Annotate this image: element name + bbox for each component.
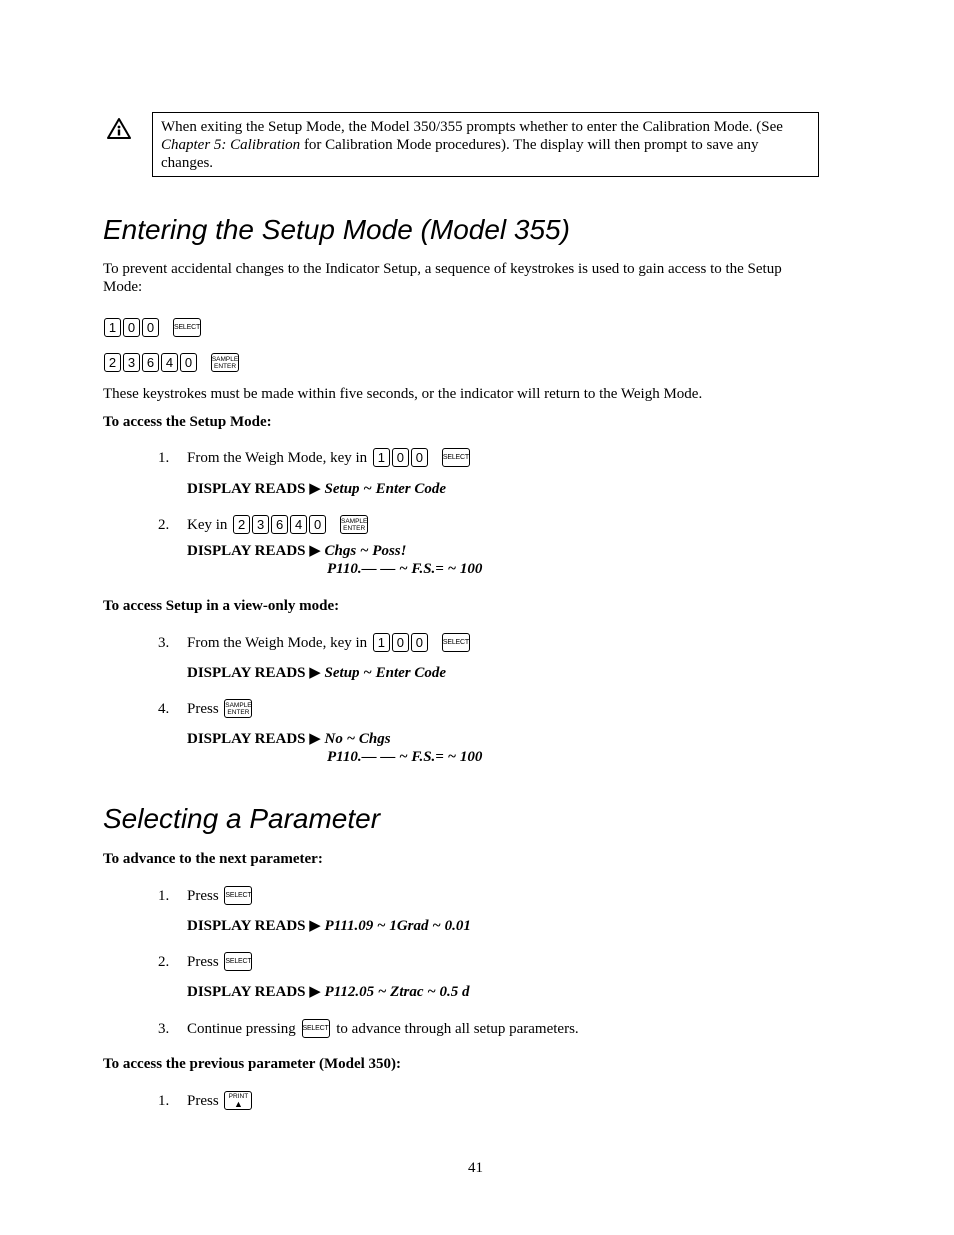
key-0[interactable]: 0 xyxy=(123,318,140,337)
key-0[interactable]: 0 xyxy=(392,633,409,652)
subheading-next-parameter: To advance to the next parameter: xyxy=(103,851,323,867)
key-0[interactable]: 0 xyxy=(392,448,409,467)
intro-paragraph: To prevent accidental changes to the Indicator Setup, a sequence of keystrokes is used to gain access to the Setup Mode: xyxy=(103,261,782,295)
step-4-number: 4. xyxy=(158,701,170,717)
key-6[interactable]: 6 xyxy=(142,353,159,372)
s2-step-3-number: 3. xyxy=(158,1021,170,1037)
note-box xyxy=(152,112,819,177)
s2-step-4-row: Press PRINT ▲ xyxy=(187,1086,252,1110)
key-0[interactable]: 0 xyxy=(411,633,428,652)
note-text-before: When exiting the Setup Mode, the Model 350/355 prompts whether to enter the Calibration Mode. (See xyxy=(161,119,783,135)
s2-step-1-number: 1. xyxy=(158,888,170,904)
page-number: 41 xyxy=(468,1160,483,1176)
s2-step-2-display: DISPLAY READS ▶ P112.05 ~ Ztrac ~ 0.5 d xyxy=(187,984,470,1000)
step-3-row: From the Weigh Mode, key in 1 0 0 SELECT xyxy=(187,634,469,651)
step-4-row: Press SAMPLE ENTER xyxy=(187,701,252,717)
step-2-row: Key in 2 3 6 4 0 SAMPLE ENTER xyxy=(187,516,368,533)
key-3[interactable]: 3 xyxy=(252,515,269,534)
step-4-display: DISPLAY READS ▶ No ~ Chgs xyxy=(187,731,391,747)
step-4-display-line2: P110.— — ~ F.S.= ~ 100 xyxy=(327,749,483,765)
subheading-previous-parameter: To access the previous parameter (Model 350): xyxy=(103,1056,402,1072)
s2-step-2-number: 2. xyxy=(158,954,170,970)
key-0[interactable]: 0 xyxy=(411,448,428,467)
step-3-number: 3. xyxy=(158,635,170,651)
key-0[interactable]: 0 xyxy=(180,353,197,372)
subheading-access-setup: To access the Setup Mode: xyxy=(103,414,272,430)
select-key[interactable]: SELECT xyxy=(442,633,470,652)
select-key[interactable]: SELECT xyxy=(173,318,201,337)
step-1-display: DISPLAY READS ▶ Setup ~ Enter Code xyxy=(187,481,447,497)
print-up-key[interactable]: PRINT ▲ xyxy=(224,1091,252,1110)
s2-step-2-row: Press SELECT xyxy=(187,954,252,970)
key-4[interactable]: 4 xyxy=(161,353,178,372)
key-2[interactable]: 2 xyxy=(233,515,250,534)
select-key[interactable]: SELECT xyxy=(224,886,252,905)
step-2-display-line2: P110.— — ~ F.S.= ~ 100 xyxy=(327,561,483,577)
key-1[interactable]: 1 xyxy=(104,318,121,337)
s2-step-1-display: DISPLAY READS ▶ P111.09 ~ 1Grad ~ 0.01 xyxy=(187,918,471,934)
select-key[interactable]: SELECT xyxy=(224,952,252,971)
s2-step-1-row: Press SELECT xyxy=(187,888,252,904)
step-1-number: 1. xyxy=(158,450,170,466)
note-text-after: for Calibration Mode procedures). The display will then prompt to save any changes. xyxy=(161,137,759,171)
key-sequence-2 xyxy=(104,353,239,372)
key-4[interactable]: 4 xyxy=(290,515,307,534)
step-3-display: DISPLAY READS ▶ Setup ~ Enter Code xyxy=(187,665,447,681)
key-2[interactable]: 2 xyxy=(104,353,121,372)
key-1[interactable]: 1 xyxy=(373,633,390,652)
section-heading-setup: Entering the Setup Mode (Model 355) xyxy=(103,214,570,245)
s2-step-4-number: 1. xyxy=(158,1093,170,1109)
step-1-row: From the Weigh Mode, key in 1 0 0 SELECT xyxy=(187,449,469,466)
select-key[interactable]: SELECT xyxy=(442,448,470,467)
key-6[interactable]: 6 xyxy=(271,515,288,534)
key-0[interactable]: 0 xyxy=(309,515,326,534)
key-sequence-1 xyxy=(104,318,201,337)
sample-enter-key[interactable]: SAMPLE ENTER xyxy=(224,699,252,718)
sample-enter-key[interactable]: SAMPLE ENTER xyxy=(340,515,368,534)
s2-step-3-row: Continue pressing SELECT to advance through all setup parameters. xyxy=(187,1021,579,1037)
note-text-italic: Chapter 5: Calibration xyxy=(161,137,301,153)
key-3[interactable]: 3 xyxy=(123,353,140,372)
section-heading-selecting: Selecting a Parameter xyxy=(103,803,381,834)
key-0[interactable]: 0 xyxy=(142,318,159,337)
info-icon xyxy=(106,117,132,141)
timing-note: These keystrokes must be made within five seconds, or the indicator will return to the Weigh Mode. xyxy=(103,386,703,402)
select-key[interactable]: SELECT xyxy=(302,1019,330,1038)
step-2-display: DISPLAY READS ▶ Chgs ~ Poss! xyxy=(187,543,407,559)
key-1[interactable]: 1 xyxy=(373,448,390,467)
step-2-number: 2. xyxy=(158,517,170,533)
subheading-view-only: To access Setup in a view-only mode: xyxy=(103,598,340,614)
sample-enter-key[interactable]: SAMPLE ENTER xyxy=(211,353,239,372)
